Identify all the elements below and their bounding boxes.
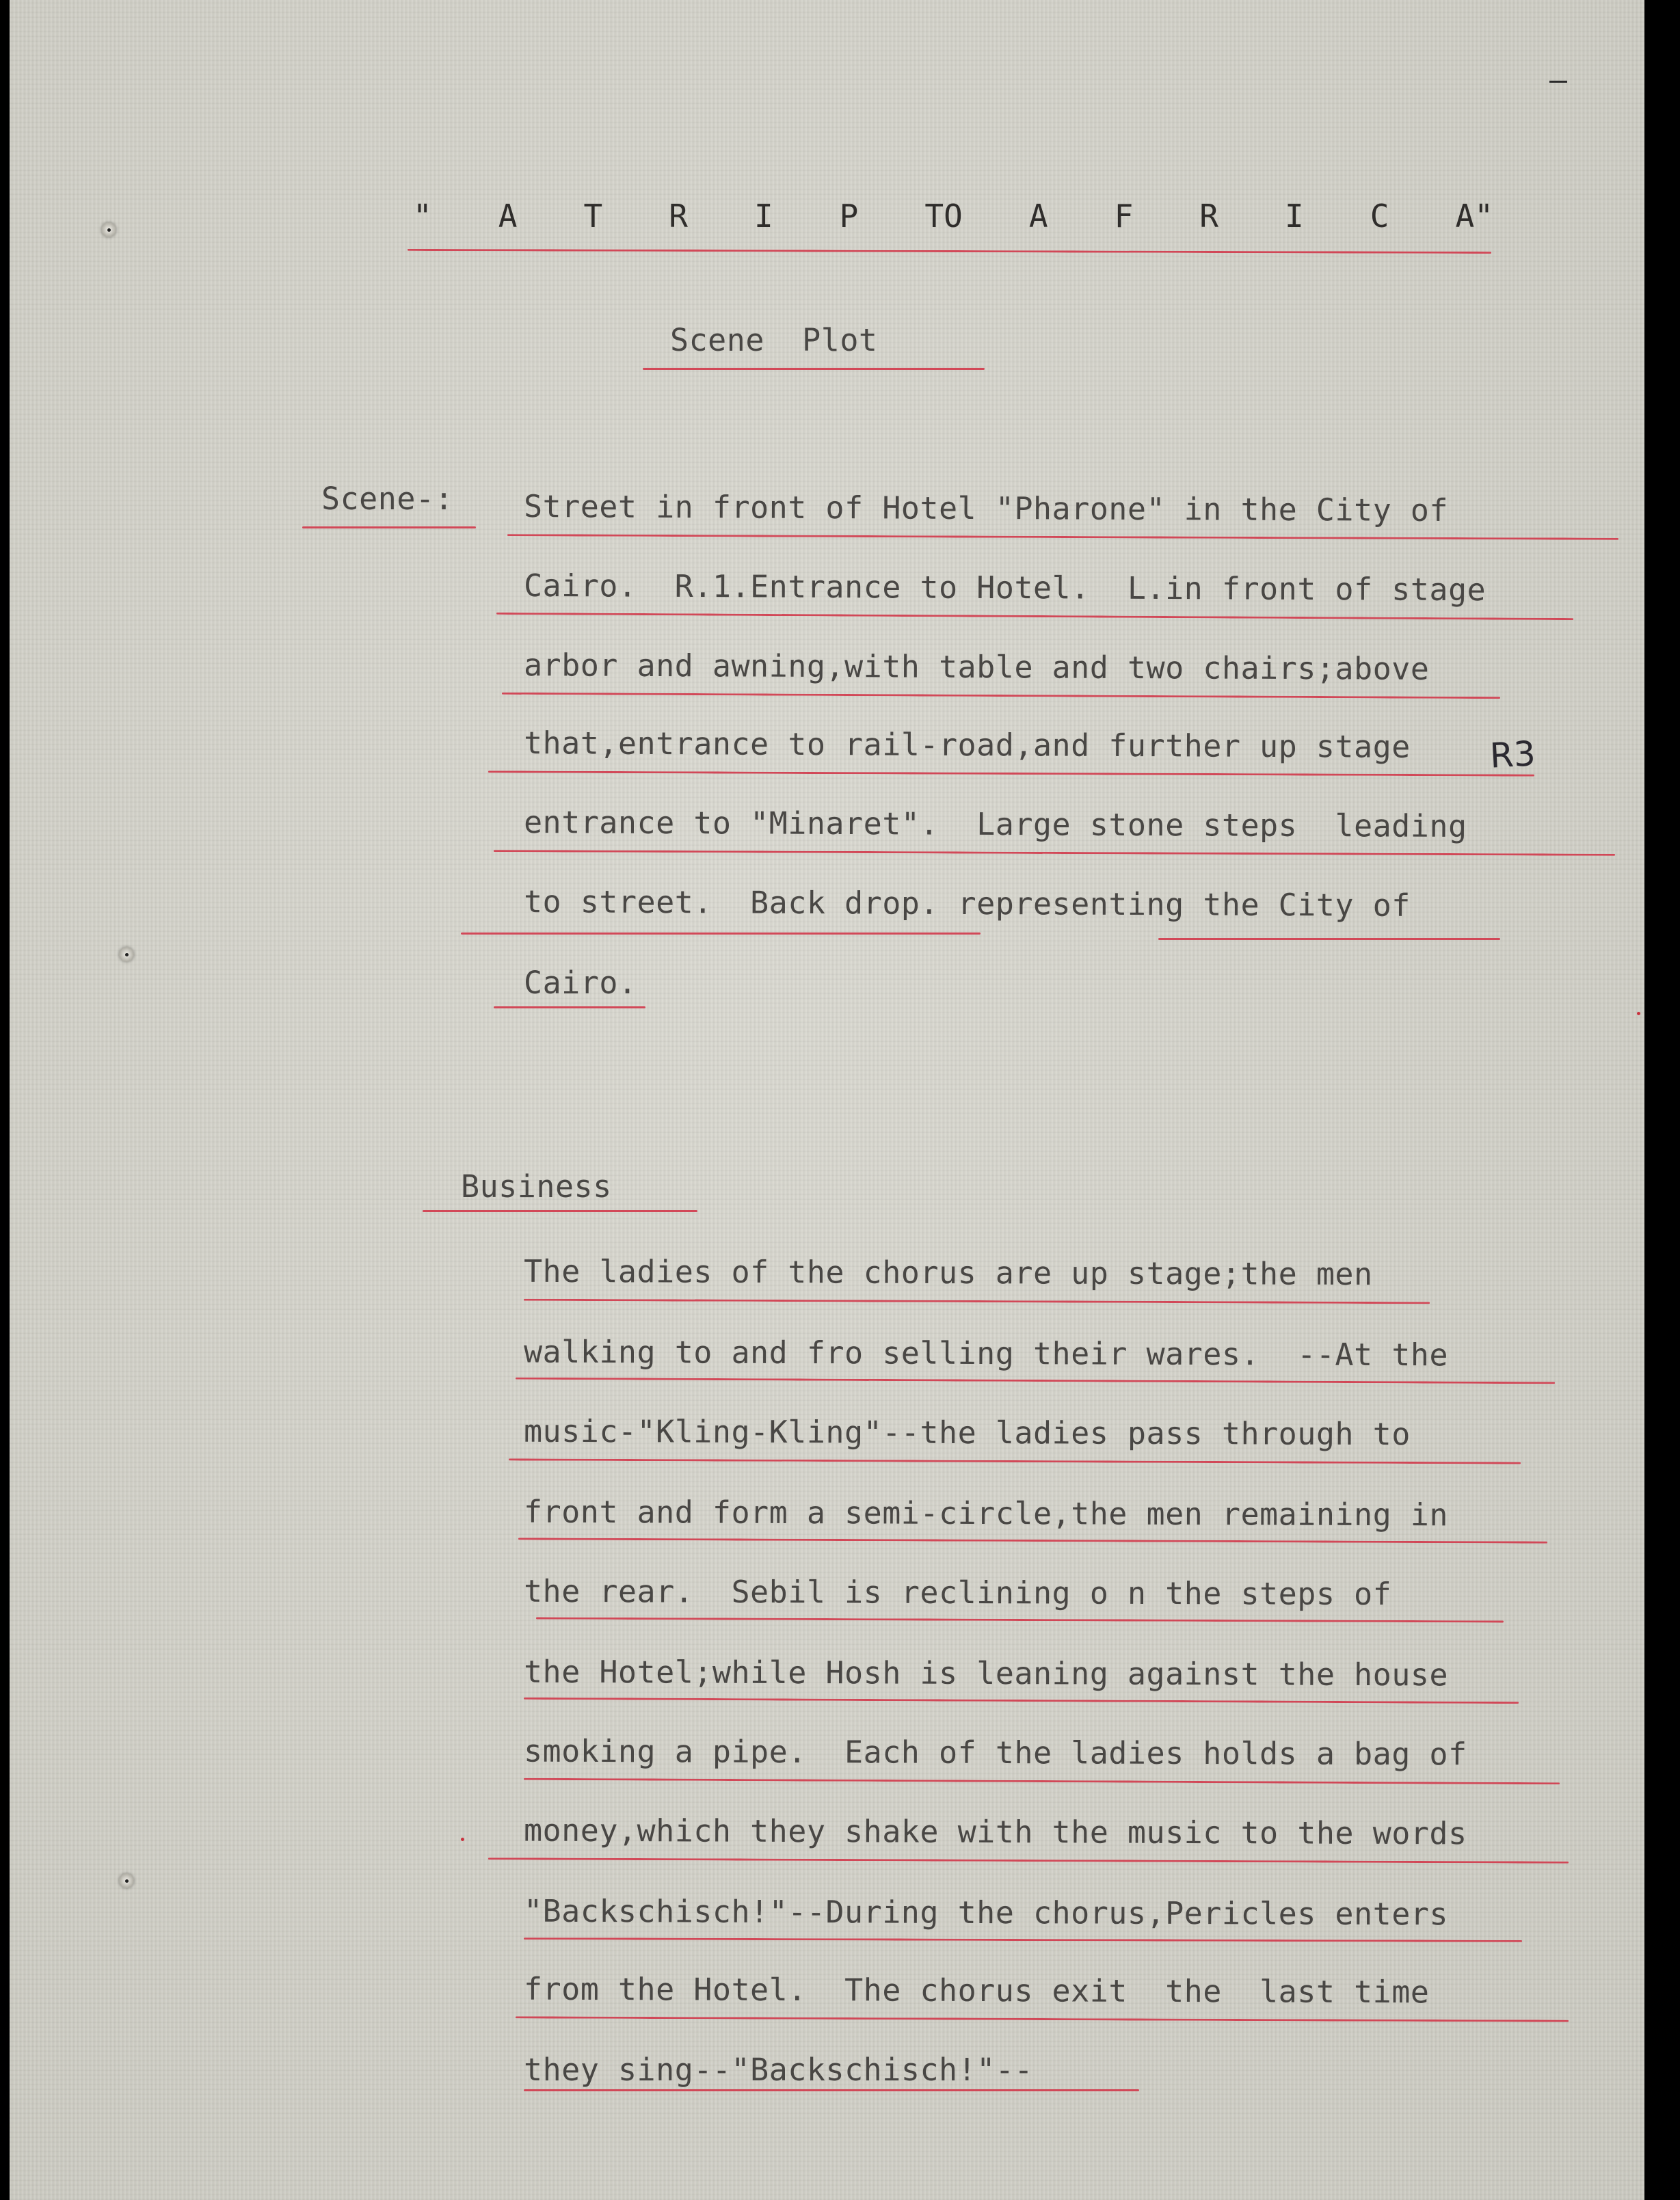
title-letter: I [1285,198,1304,234]
business-line-underline [516,1378,1555,1384]
title-letter: R [1199,198,1218,234]
title-letter: C [1370,198,1389,234]
scene-line-underline [1158,938,1500,940]
subtitle-underline [643,368,985,370]
business-line-underline [524,2089,1139,2091]
scene-line-underline [502,693,1500,699]
scene-line-underline [494,1006,645,1008]
business-line: from the Hotel. The chorus exit the last time [523,1970,1430,2011]
scene-label: Scene-: [321,481,454,517]
punch-hole-middle [119,947,134,962]
typed-page [10,0,1644,2200]
business-line-underline [524,1698,1519,1704]
business-heading: Business [461,1168,612,1205]
subtitle: Scene Plot [670,322,878,358]
business-line: they sing--"Backschisch!"-- [524,2052,1033,2088]
business-line: front and form a semi-circle,the men remaining in [523,1493,1449,1533]
title-letter: R [669,198,688,234]
business-line: "Backschisch!"--During the chorus,Pericles enters [523,1892,1449,1933]
red-pencil-dot [1637,1012,1640,1015]
title-letter: " [413,198,432,234]
scene-line-underline [494,850,1615,856]
title-letter: A [498,198,518,234]
title-underline [408,249,1491,254]
business-line: the Hotel;while Hosh is leaning against the house [523,1653,1449,1693]
title-letter: A [1028,198,1048,234]
title-letter: TO [924,198,963,234]
business-line: music-"Kling-Kling"--the ladies pass through to [523,1412,1411,1453]
business-line: money,which they shake with the music to the words [523,1812,1467,1852]
edge-mark [1549,81,1567,83]
scene-label-underline [302,526,476,528]
business-line: the rear. Sebil is reclining o n the steps of [523,1572,1392,1613]
scene-line: to street. Back drop. representing the City of [523,883,1411,924]
title-letter: P [839,198,859,234]
business-line-underline [536,1618,1504,1623]
title-letter: A" [1455,198,1493,234]
business-line-underline [516,2016,1569,2022]
scene-line: Cairo. [524,965,637,1001]
title-letter: T [583,198,603,234]
scene-line: that,entrance to rail-road,and further up stage [523,725,1411,765]
business-line: smoking a pipe. Each of the ladies holds a bag of [523,1732,1467,1773]
scene-line-underline [507,534,1618,540]
business-line-underline [518,1538,1547,1543]
business-line: walking to and fro selling their wares. --At the [523,1333,1449,1373]
scene-line: Cairo. R.1.Entrance to Hotel. L.in front of stage [523,567,1486,608]
scene-line-underline [496,613,1573,620]
business-line-underline [524,1778,1560,1785]
title-letter: F [1114,198,1134,234]
business-heading-underline [423,1210,697,1212]
red-pencil-dot [461,1838,464,1841]
scene-line: arbor and awning,with table and two chairs;above [523,647,1430,687]
margin-note: R3 [1489,734,1537,776]
scene-line: Street in front of Hotel "Pharone" in the City of [523,488,1449,528]
punch-hole-bottom [119,1873,134,1888]
scene-line: entrance to "Minaret". Large stone steps leading [523,803,1467,845]
punch-hole-top [101,222,116,237]
business-line-underline [524,1299,1430,1304]
business-line-underline [509,1458,1521,1464]
document-title [413,196,1493,237]
scene-line-underline [488,770,1534,776]
title-letter: I [754,198,773,234]
business-line-underline [488,1857,1569,1864]
business-line-underline [524,1937,1522,1942]
scene-line-underline [461,933,981,935]
business-line: The ladies of the chorus are up stage;the men [523,1252,1373,1293]
